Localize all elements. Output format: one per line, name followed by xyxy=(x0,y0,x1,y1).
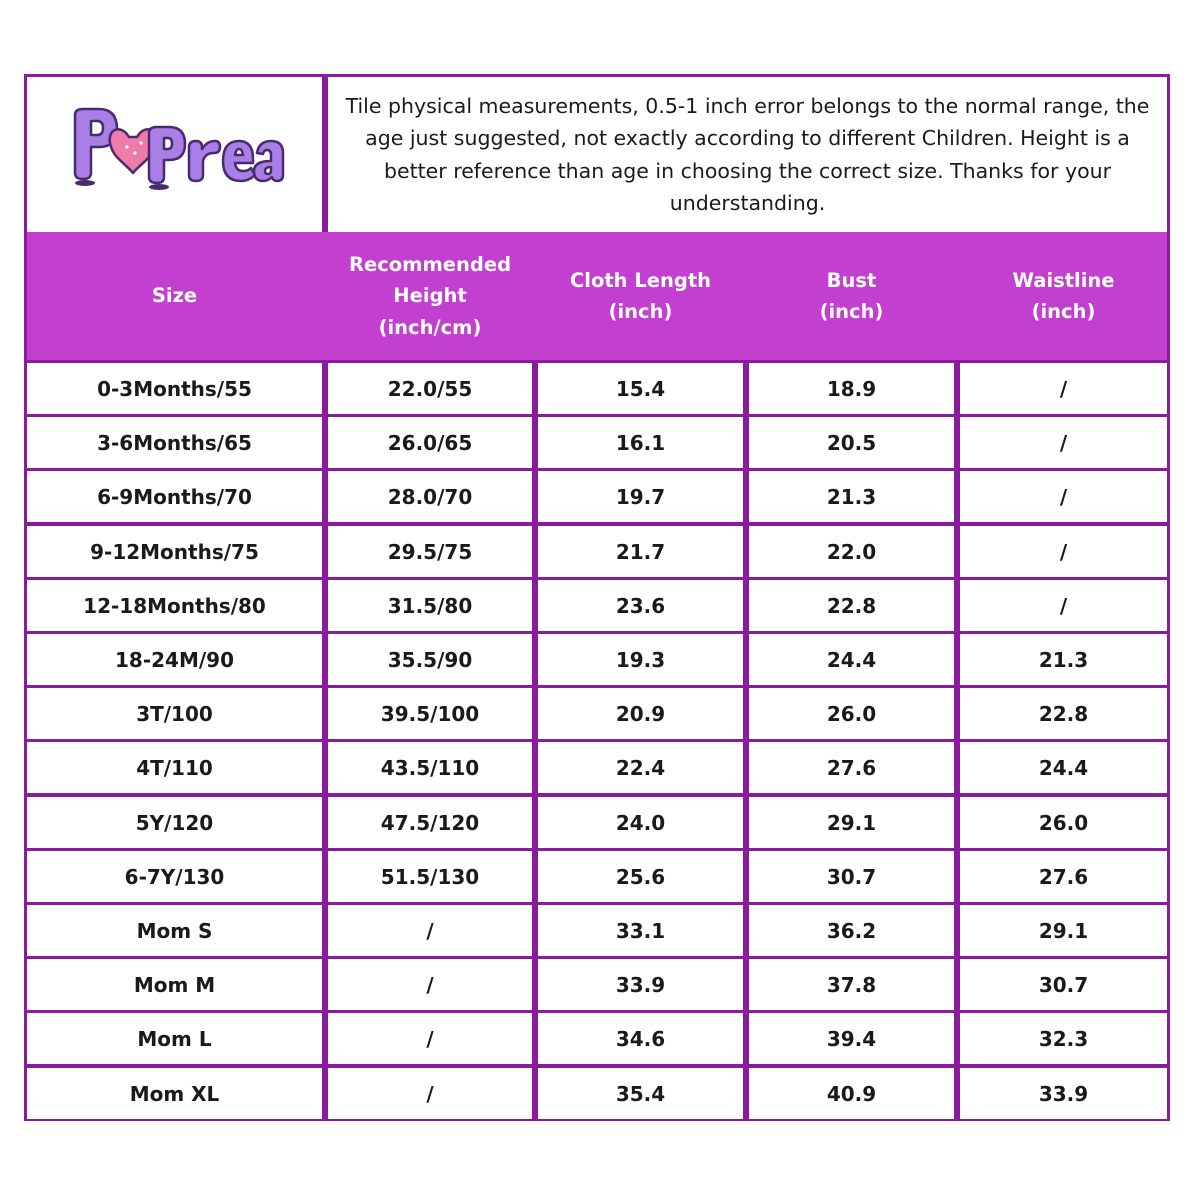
chart-header xyxy=(27,77,1167,232)
table-cell-bust: 21.3 xyxy=(749,471,954,522)
table-cell-waistline: / xyxy=(960,363,1167,414)
table-cell-cloth-length: 25.6 xyxy=(538,851,743,902)
table-cell-size: Mom L xyxy=(27,1013,322,1064)
table-cell-size: 12-18Months/80 xyxy=(27,580,322,631)
table-cell-recommended-height: 29.5/75 xyxy=(328,526,532,577)
table-cell-recommended-height: 43.5/110 xyxy=(328,742,532,793)
table-cell-recommended-height: 39.5/100 xyxy=(328,688,532,739)
table-cell-cloth-length: 21.7 xyxy=(538,526,743,577)
table-cell-cloth-length: 34.6 xyxy=(538,1013,743,1064)
table-cell-waistline: 27.6 xyxy=(960,851,1167,902)
table-cell-recommended-height: 22.0/55 xyxy=(328,363,532,414)
table-cell-size: 6-7Y/130 xyxy=(27,851,322,902)
table-cell-cloth-length: 33.9 xyxy=(538,959,743,1010)
brand-logo xyxy=(65,103,285,193)
table-cell-cloth-length: 24.0 xyxy=(538,797,743,848)
table-cell-bust: 40.9 xyxy=(749,1068,954,1119)
table-cell-cloth-length: 35.4 xyxy=(538,1068,743,1119)
table-cell-cloth-length: 22.4 xyxy=(538,742,743,793)
table-cell-size: 3T/100 xyxy=(27,688,322,739)
table-cell-size: Mom S xyxy=(27,905,322,956)
table-cell-cloth-length: 15.4 xyxy=(538,363,743,414)
table-cell-bust: 26.0 xyxy=(749,688,954,739)
logo-cell xyxy=(27,77,322,232)
table-cell-recommended-height: 26.0/65 xyxy=(328,417,532,468)
table-cell-bust: 37.8 xyxy=(749,959,954,1010)
table-cell-size: 3-6Months/65 xyxy=(27,417,322,468)
table-cell-waistline: 26.0 xyxy=(960,797,1167,848)
table-cell-bust: 30.7 xyxy=(749,851,954,902)
table-cell-bust: 20.5 xyxy=(749,417,954,468)
table-cell-waistline: / xyxy=(960,417,1167,468)
column-header-waistline: Waistline (inch) xyxy=(1012,268,1115,323)
column-header-recommended-height: Recommended Height (inch/cm) xyxy=(348,252,512,339)
table-cell-bust: 27.6 xyxy=(749,742,954,793)
table-cell-bust: 22.8 xyxy=(749,580,954,631)
table-cell-waistline: 33.9 xyxy=(960,1068,1167,1119)
table-cell-waistline: 22.8 xyxy=(960,688,1167,739)
table-cell-waistline: 30.7 xyxy=(960,959,1167,1010)
table-cell-recommended-height: / xyxy=(328,905,532,956)
table-cell-size: Mom M xyxy=(27,959,322,1010)
column-header-bust: Bust (inch) xyxy=(819,268,884,323)
table-cell-bust: 24.4 xyxy=(749,634,954,685)
table-cell-cloth-length: 20.9 xyxy=(538,688,743,739)
table-cell-recommended-height: / xyxy=(328,959,532,1010)
table-cell-size: 18-24M/90 xyxy=(27,634,322,685)
column-header-row xyxy=(27,232,1167,360)
table-cell-size: 6-9Months/70 xyxy=(27,471,322,522)
table-cell-bust: 39.4 xyxy=(749,1013,954,1064)
column-header-cloth-length: Cloth Length (inch) xyxy=(569,268,712,323)
table-cell-bust: 22.0 xyxy=(749,526,954,577)
table-cell-cloth-length: 33.1 xyxy=(538,905,743,956)
table-cell-recommended-height: 35.5/90 xyxy=(328,634,532,685)
table-cell-waistline: / xyxy=(960,471,1167,522)
table-cell-waistline: / xyxy=(960,526,1167,577)
note-cell xyxy=(328,77,1167,232)
table-cell-recommended-height: / xyxy=(328,1068,532,1119)
table-cell-waistline: / xyxy=(960,580,1167,631)
table-cell-bust: 36.2 xyxy=(749,905,954,956)
table-cell-cloth-length: 23.6 xyxy=(538,580,743,631)
table-cell-recommended-height: 31.5/80 xyxy=(328,580,532,631)
table-cell-cloth-length: 19.7 xyxy=(538,471,743,522)
table-cell-waistline: 24.4 xyxy=(960,742,1167,793)
table-cell-cloth-length: 16.1 xyxy=(538,417,743,468)
table-cell-bust: 29.1 xyxy=(749,797,954,848)
table-cell-waistline: 21.3 xyxy=(960,634,1167,685)
table-cell-size: 4T/110 xyxy=(27,742,322,793)
table-cell-recommended-height: 47.5/120 xyxy=(328,797,532,848)
size-chart xyxy=(24,74,1170,1121)
table-cell-size: Mom XL xyxy=(27,1068,322,1119)
table-cell-waistline: 29.1 xyxy=(960,905,1167,956)
table-cell-waistline: 32.3 xyxy=(960,1013,1167,1064)
table-cell-recommended-height: 28.0/70 xyxy=(328,471,532,522)
table-cell-size: 5Y/120 xyxy=(27,797,322,848)
table-cell-size: 9-12Months/75 xyxy=(27,526,322,577)
table-cell-recommended-height: / xyxy=(328,1013,532,1064)
column-header-size: Size xyxy=(151,284,198,308)
table-cell-size: 0-3Months/55 xyxy=(27,363,322,414)
size-note: Tile physical measurements, 0.5-1 inch error belongs to the normal range, the age just suggested, not exactly according to different Children. Height is a better reference than age in choosing the correct size. Thanks for your understanding. xyxy=(345,93,1150,215)
table-cell-cloth-length: 19.3 xyxy=(538,634,743,685)
table-cell-bust: 18.9 xyxy=(749,363,954,414)
table-cell-recommended-height: 51.5/130 xyxy=(328,851,532,902)
